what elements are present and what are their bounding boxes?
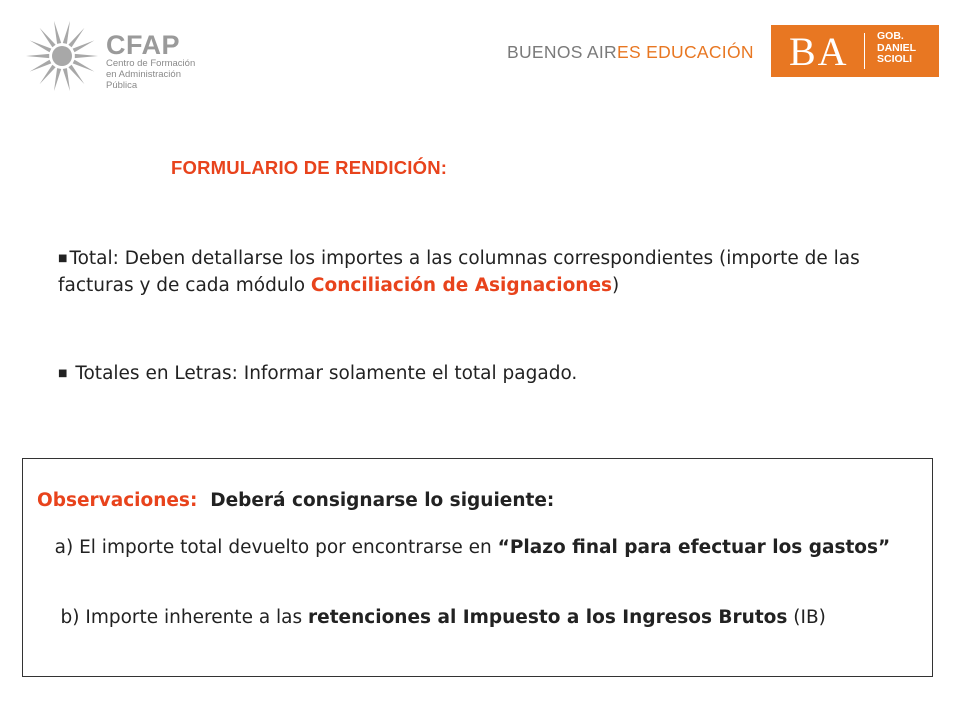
conciliacion-highlight: Conciliación de Asignaciones [310, 275, 613, 296]
page-title: FORMULARIO DE RENDICIÓN: [171, 157, 448, 178]
sun-ray [40, 28, 56, 47]
gob-line-3: SCIOLI [877, 53, 913, 65]
cfap-logo [22, 16, 212, 96]
sun-ray [54, 21, 61, 44]
item-a-text: a) El importe total devuelto por encontrarse en [54, 537, 498, 558]
gob-line-2: DANIEL [877, 41, 917, 54]
item-b-suffix: (IB) [787, 607, 826, 628]
brand-text-gray: BUENOS AIR [507, 42, 617, 62]
gob-line-1: GOB. [877, 30, 904, 42]
observations-box [22, 458, 933, 677]
bullet-square-icon: ■ [58, 368, 68, 379]
bullet-total-close: ) [612, 275, 620, 296]
sun-ray [54, 68, 61, 91]
sun-ray [68, 65, 84, 84]
item-b-text: b) Importe inherente a las [60, 607, 309, 628]
sun-ray [40, 65, 56, 84]
observation-item-b [37, 605, 917, 630]
page-header [0, 0, 960, 100]
sun-ray [75, 54, 98, 58]
sun-icon [22, 16, 102, 96]
observation-item-a [37, 535, 917, 560]
sun-ray [63, 68, 70, 91]
sun-ray [30, 40, 52, 52]
cfap-name: CFAP [106, 30, 181, 60]
ba-gobierno-logo [771, 25, 939, 77]
brand-text-orange: ES EDUCACIÓN [616, 42, 754, 62]
cfap-subtitle-line1: Centro de Formación [106, 58, 196, 69]
observations-label: Observaciones: [37, 490, 198, 511]
sun-ray [26, 54, 49, 58]
item-a-bold: “Plazo final para efectuar los gastos” [497, 537, 891, 558]
bullet-totales-text: Totales en Letras: Informar solamente el total pagado. [69, 363, 578, 384]
observations-heading-text: Deberá consignarse lo siguiente: [210, 490, 555, 511]
buenos-aires-educacion-brand [507, 42, 754, 63]
bullet-square-icon: ■ [58, 253, 68, 264]
bullet-totales-letras [58, 360, 908, 387]
item-b-bold: retenciones al Impuesto a los Ingresos Brutos [308, 607, 788, 628]
sun-ray [73, 60, 95, 72]
sun-ray [68, 28, 84, 47]
observations-heading [37, 488, 917, 513]
sun-ray [63, 21, 70, 44]
ba-letters: BA [789, 29, 849, 74]
logo-divider [864, 33, 865, 69]
cfap-subtitle-line2: en Administración Pública [106, 69, 181, 91]
gobernador-label [877, 31, 916, 66]
bullet-total-text: Total: Deben detallarse los importes a las columnas correspondientes (importe de las facturas y de cada módulo [58, 248, 860, 296]
bullet-total [58, 245, 908, 299]
sun-ray [30, 60, 52, 72]
sun-ray [73, 40, 95, 52]
